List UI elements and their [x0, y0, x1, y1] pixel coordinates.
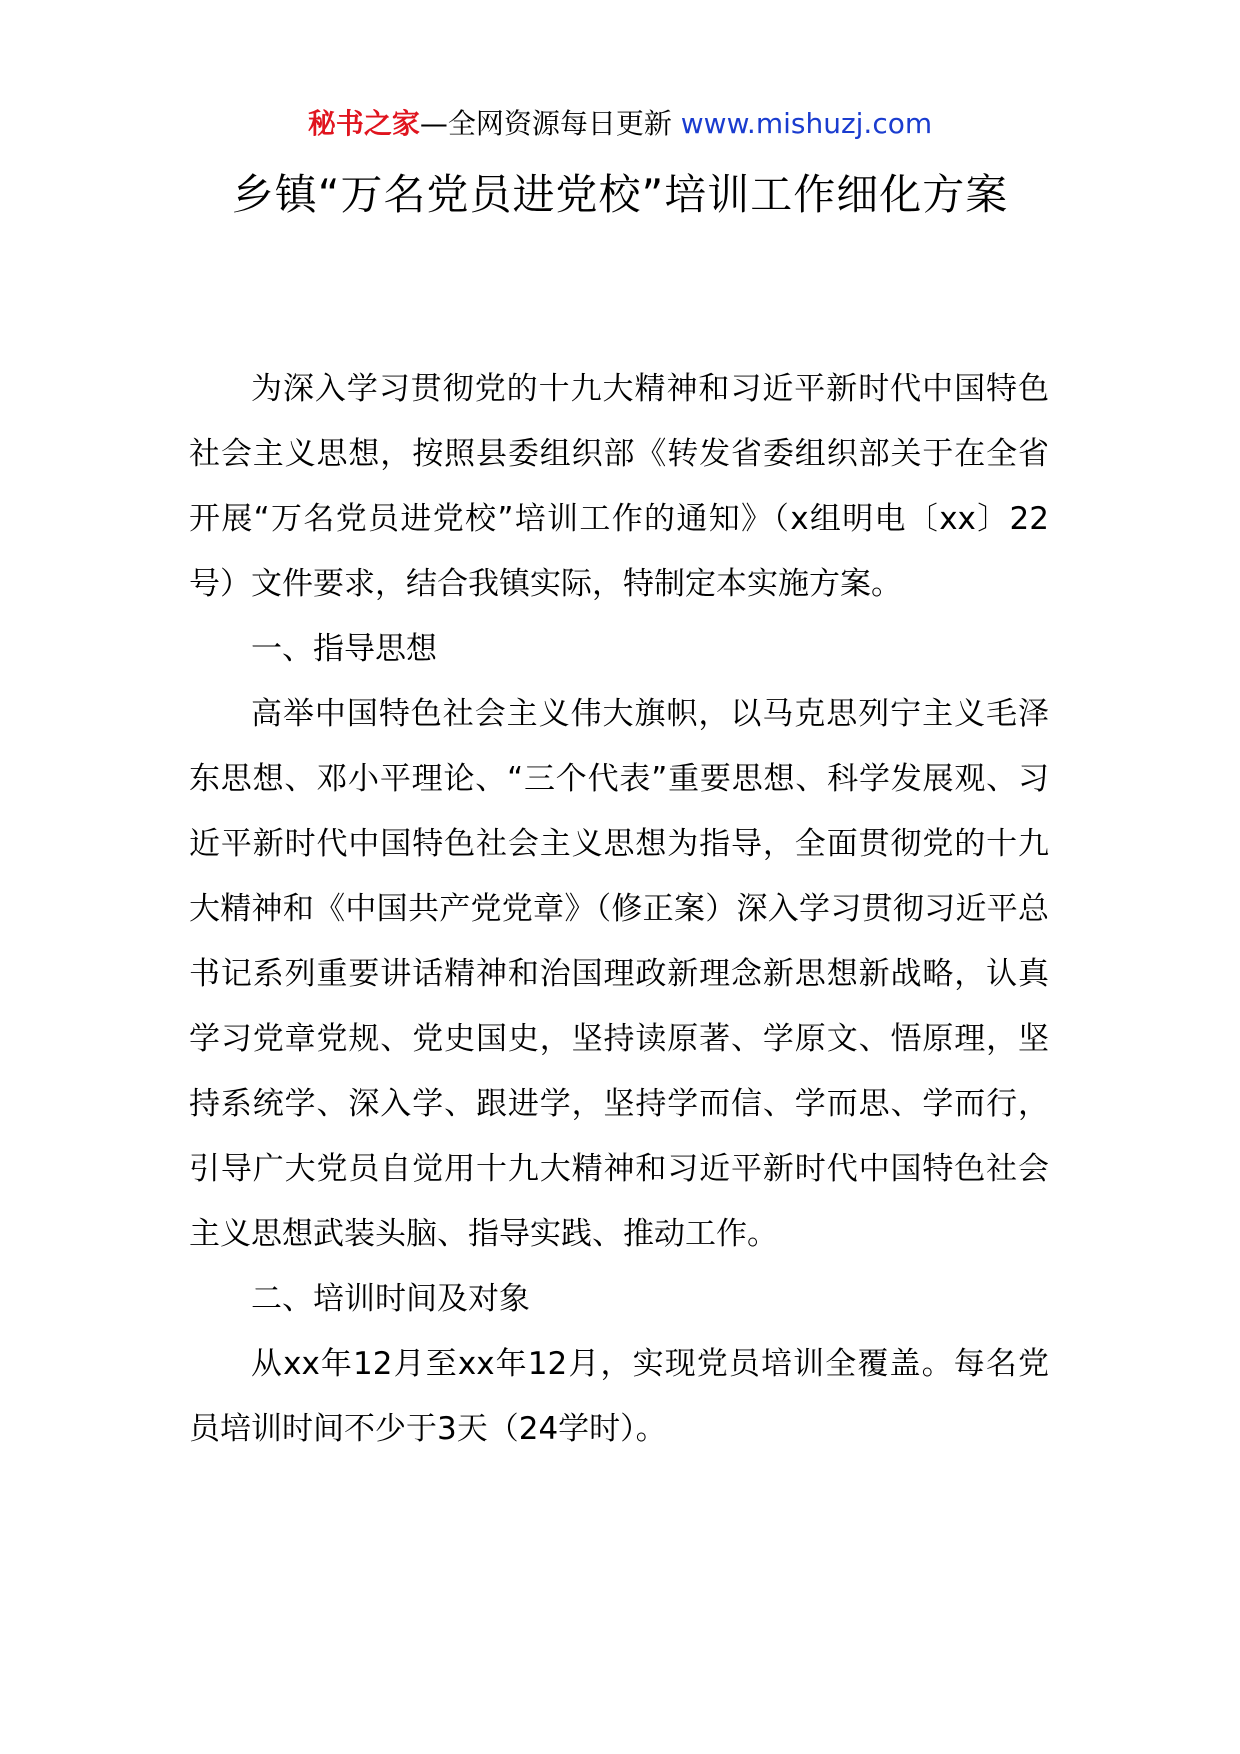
section-heading-training-time: 二、培训时间及对象: [251, 1281, 530, 1317]
watermark-header: [0, 104, 1240, 144]
section-body-guiding-thought: 高举中国特色社会主义伟大旗帜，以马克思列宁主义毛泽东思想、邓小平理论、“三个代表”重要思想、科学发展观、习近平新时代中国特色社会主义思想为指导，全面贯彻党的十九大精神和《中国共产党党章》（修正案）深入学习贯彻习近平总书记系列重要讲话精神和治国理政新理念新思想新战略，认真学习党章党规、党史国史，坚持读原著、学原文、悟原理，坚持系统学、深入学、跟进学，坚持学而信、学而思、学而行，引导广大党员自觉用十九大精神和习近平新时代中国特色社会主义思想武装头脑、指导实践、推动工作。: [189, 696, 1049, 1252]
intro-paragraph: 为深入学习贯彻党的十九大精神和习近平新时代中国特色社会主义思想，按照县委组织部《转发省委组织部关于在全省开展“万名党员进党校”培训工作的通知》（x组明电〔xx〕22号）文件要求，结合我镇实际，特制定本实施方案。: [189, 371, 1049, 602]
section-heading-guiding-thought: 一、指导思想: [251, 631, 437, 667]
header-tagline: —全网资源每日更新: [419, 107, 681, 140]
brand-name: 秘书之家: [307, 107, 420, 140]
document-title: 乡镇“万名党员进党校”培训工作细化方案: [231, 170, 1009, 219]
document-body: [189, 357, 1049, 1462]
site-link[interactable]: www.mishuzj.com: [680, 107, 933, 140]
section-body-training-time: 从xx年12月至xx年12月，实现党员培训全覆盖。每名党员培训时间不少于3天（24学时）。: [189, 1346, 1049, 1447]
